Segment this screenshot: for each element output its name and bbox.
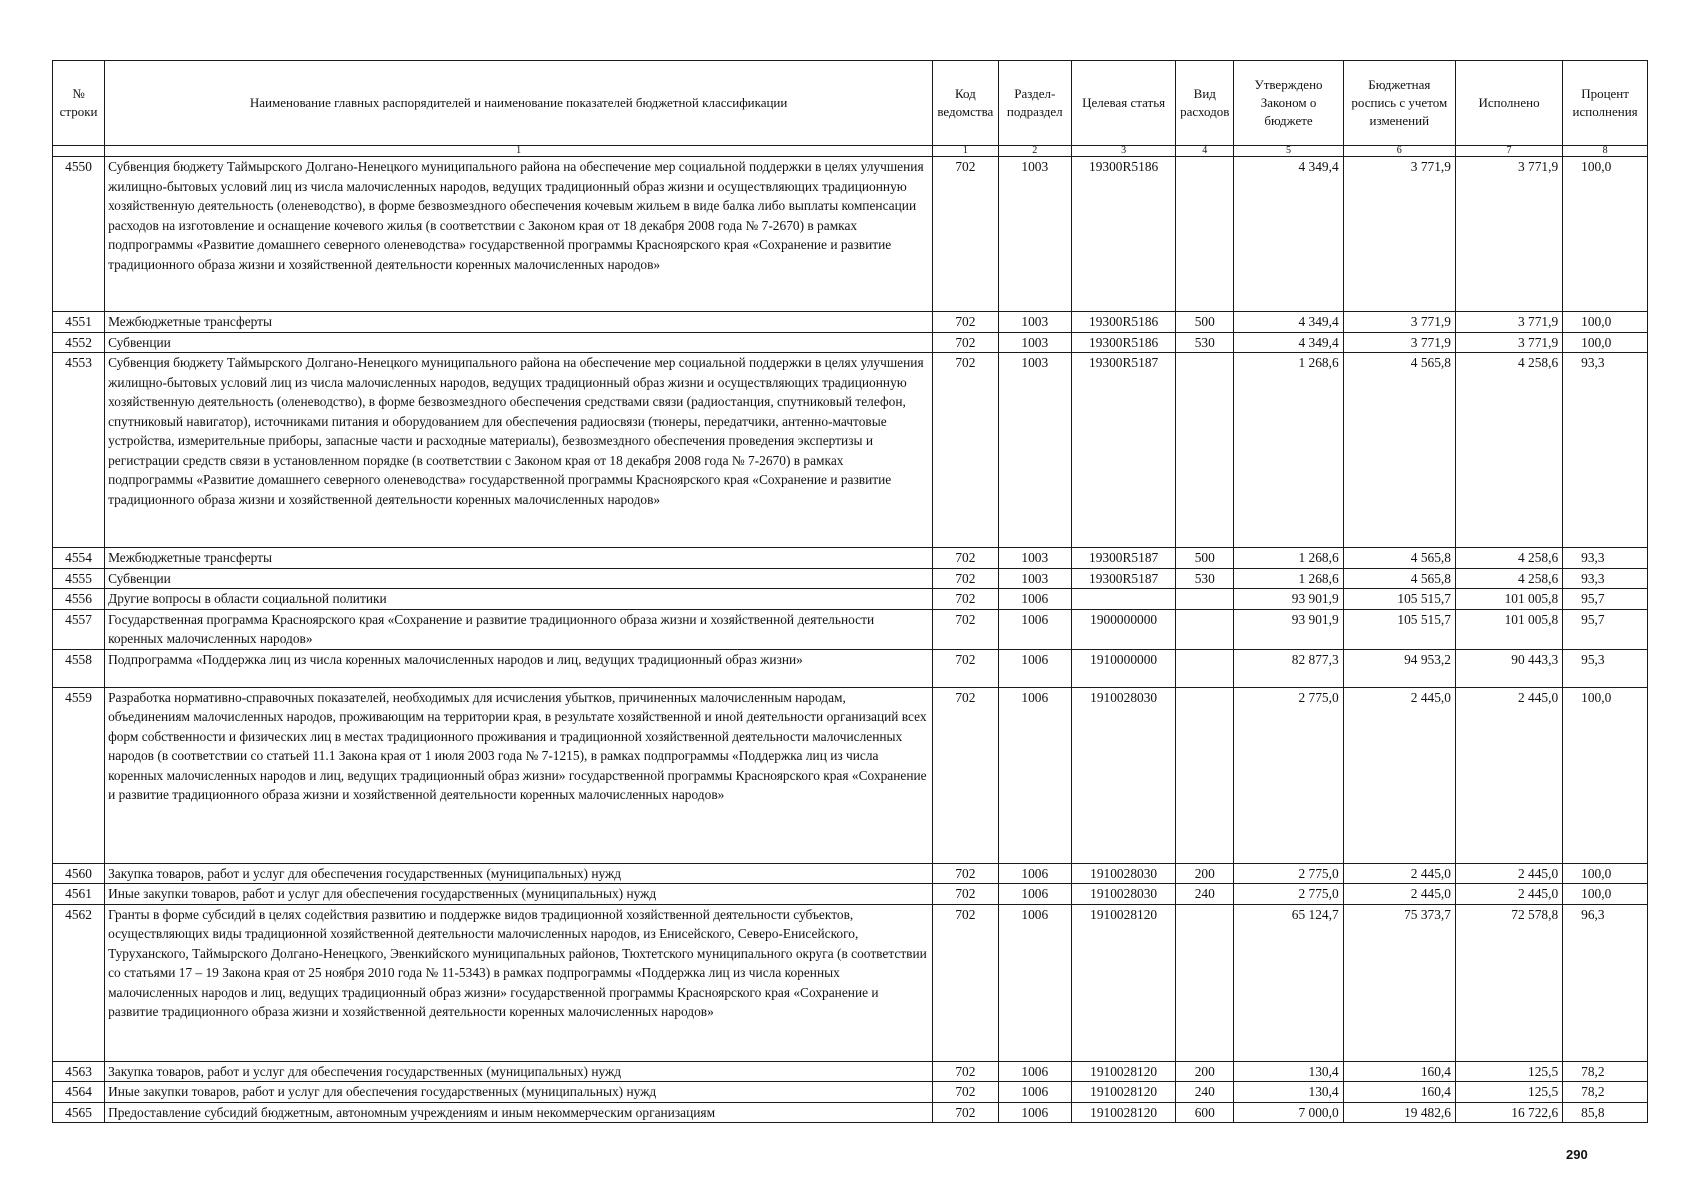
row-section: 1006 bbox=[998, 687, 1072, 863]
column-number: 4 bbox=[1176, 146, 1234, 157]
row-expense-type bbox=[1176, 687, 1234, 863]
row-name: Гранты в форме субсидий в целях содействия развитию и поддержке видов традиционной хозяйственной деятельности субъектов, осуществляющих виды традиционной хозяйственной деятельности малочисленных народов, из Енисейского, Северо-Енисейского, Туруханского, Таймырского Долгано-Ненецкого, Эвенкийского муниципальных районов, Тюхтетского муниципального округа (в соответствии со статьями 17 – 19 Закона края от 25 ноября 2010 года № 11-5343) в рамках подпрограммы «Поддержка лиц из числа коренных малочисленных народов и лиц, ведущих традиционный образ жизни» государственной программы Красноярского края «Сохранение и развитие традиционного образа жизни и хозяйственной деятельности коренных малочисленных народов» bbox=[105, 904, 933, 1061]
table-row bbox=[53, 332, 1648, 353]
row-section: 1006 bbox=[998, 863, 1072, 884]
row-dept-code: 702 bbox=[933, 589, 998, 610]
column-number: 5 bbox=[1234, 146, 1343, 157]
row-dept-code: 702 bbox=[933, 687, 998, 863]
row-expense-type bbox=[1176, 904, 1234, 1061]
row-name: Субвенции bbox=[105, 332, 933, 353]
row-name: Субвенция бюджету Таймырского Долгано-Ненецкого муниципального района на обеспечение мер социальной поддержки в целях улучшения жилищно-бытовых условий лиц из числа малочисленных народов, ведущих традиционный образ жизни и осуществляющих традиционную хозяйственную деятельность (оленеводство), в форме безвозмездного обеспечения средствами связи (радиостанция, спутниковый телефон, спутниковый навигатор), источниками питания и оборудованием для обеспечения радиосвязи (тюнеры, передатчики, антенно-мачтовые устройства, измерительные приборы, запасные части и расходные материалы), безвозмездного обеспечения проведения экспертизы и регистрации средств связи в установленном порядке (в соответствии с Законом края от 18 декабря 2008 года № 7-2670) в рамках подпрограммы «Развитие домашнего северного оленеводства» государственной программы Красноярского края «Сохранение и развитие традиционного образа жизни и хозяйственной деятельности коренных малочисленных народов» bbox=[105, 353, 933, 548]
row-target: 1910028120 bbox=[1072, 904, 1176, 1061]
row-dept-code: 702 bbox=[933, 568, 998, 589]
row-number: 4562 bbox=[53, 904, 105, 1061]
header-dept-code: Код ведомства bbox=[933, 61, 998, 146]
row-target bbox=[1072, 589, 1176, 610]
row-expense-type: 200 bbox=[1176, 1061, 1234, 1082]
row-percent: 100,0 bbox=[1563, 884, 1648, 905]
column-number: 2 bbox=[998, 146, 1072, 157]
row-expense-type: 240 bbox=[1176, 884, 1234, 905]
row-approved: 2 775,0 bbox=[1234, 687, 1343, 863]
row-percent: 100,0 bbox=[1563, 863, 1648, 884]
row-approved: 93 901,9 bbox=[1234, 589, 1343, 610]
header-section: Раздел-подраздел bbox=[998, 61, 1072, 146]
row-budget-list: 94 953,2 bbox=[1343, 649, 1455, 687]
row-dept-code: 702 bbox=[933, 332, 998, 353]
row-approved: 7 000,0 bbox=[1234, 1102, 1343, 1123]
row-target: 19300R5187 bbox=[1072, 548, 1176, 569]
row-number: 4565 bbox=[53, 1102, 105, 1123]
row-target: 1910028030 bbox=[1072, 884, 1176, 905]
row-executed: 101 005,8 bbox=[1455, 609, 1562, 649]
row-approved: 4 349,4 bbox=[1234, 332, 1343, 353]
row-target: 1910028120 bbox=[1072, 1102, 1176, 1123]
row-percent: 100,0 bbox=[1563, 157, 1648, 312]
row-section: 1006 bbox=[998, 884, 1072, 905]
row-name: Субвенции bbox=[105, 568, 933, 589]
row-percent: 95,3 bbox=[1563, 649, 1648, 687]
table-row bbox=[53, 884, 1648, 905]
table-row bbox=[53, 904, 1648, 1061]
row-name: Иные закупки товаров, работ и услуг для обеспечения государственных (муниципальных) нужд bbox=[105, 884, 933, 905]
row-percent: 85,8 bbox=[1563, 1102, 1648, 1123]
row-section: 1006 bbox=[998, 609, 1072, 649]
row-number: 4560 bbox=[53, 863, 105, 884]
row-dept-code: 702 bbox=[933, 1082, 998, 1103]
row-expense-type: 500 bbox=[1176, 312, 1234, 333]
column-number: 7 bbox=[1455, 146, 1562, 157]
row-dept-code: 702 bbox=[933, 157, 998, 312]
row-number: 4556 bbox=[53, 589, 105, 610]
row-budget-list: 4 565,8 bbox=[1343, 548, 1455, 569]
row-section: 1006 bbox=[998, 1061, 1072, 1082]
row-percent: 100,0 bbox=[1563, 312, 1648, 333]
row-section: 1006 bbox=[998, 904, 1072, 1061]
row-approved: 2 775,0 bbox=[1234, 884, 1343, 905]
row-executed: 72 578,8 bbox=[1455, 904, 1562, 1061]
header-row-no: № строки bbox=[53, 61, 105, 146]
table-row bbox=[53, 568, 1648, 589]
row-executed: 16 722,6 bbox=[1455, 1102, 1562, 1123]
row-target: 19300R5187 bbox=[1072, 353, 1176, 548]
row-percent: 95,7 bbox=[1563, 589, 1648, 610]
row-executed: 90 443,3 bbox=[1455, 649, 1562, 687]
row-number: 4550 bbox=[53, 157, 105, 312]
row-approved: 2 775,0 bbox=[1234, 863, 1343, 884]
row-name: Другие вопросы в области социальной политики bbox=[105, 589, 933, 610]
header-expense-type: Вид расходов bbox=[1176, 61, 1234, 146]
row-expense-type: 530 bbox=[1176, 568, 1234, 589]
row-approved: 130,4 bbox=[1234, 1082, 1343, 1103]
row-executed: 4 258,6 bbox=[1455, 568, 1562, 589]
row-percent: 93,3 bbox=[1563, 353, 1648, 548]
row-budget-list: 4 565,8 bbox=[1343, 353, 1455, 548]
header-percent: Процент исполнения bbox=[1563, 61, 1648, 146]
column-number: 1 bbox=[933, 146, 998, 157]
page-number: 290 bbox=[1566, 1147, 1588, 1162]
row-dept-code: 702 bbox=[933, 884, 998, 905]
row-budget-list: 105 515,7 bbox=[1343, 609, 1455, 649]
table-row bbox=[53, 687, 1648, 863]
row-executed: 2 445,0 bbox=[1455, 687, 1562, 863]
row-target: 1910028120 bbox=[1072, 1082, 1176, 1103]
row-dept-code: 702 bbox=[933, 548, 998, 569]
header-name: Наименование главных распорядителей и наименование показателей бюджетной классификации bbox=[105, 61, 933, 146]
column-number: 6 bbox=[1343, 146, 1455, 157]
header-target: Целевая статья bbox=[1072, 61, 1176, 146]
row-budget-list: 160,4 bbox=[1343, 1082, 1455, 1103]
row-section: 1006 bbox=[998, 1102, 1072, 1123]
row-expense-type: 530 bbox=[1176, 332, 1234, 353]
table-row bbox=[53, 548, 1648, 569]
row-budget-list: 3 771,9 bbox=[1343, 312, 1455, 333]
row-approved: 65 124,7 bbox=[1234, 904, 1343, 1061]
row-number: 4559 bbox=[53, 687, 105, 863]
table-row bbox=[53, 1082, 1648, 1103]
row-dept-code: 702 bbox=[933, 353, 998, 548]
row-percent: 100,0 bbox=[1563, 332, 1648, 353]
row-executed: 4 258,6 bbox=[1455, 353, 1562, 548]
row-number: 4563 bbox=[53, 1061, 105, 1082]
column-number: 8 bbox=[1563, 146, 1648, 157]
row-percent: 93,3 bbox=[1563, 568, 1648, 589]
row-budget-list: 105 515,7 bbox=[1343, 589, 1455, 610]
row-budget-list: 2 445,0 bbox=[1343, 884, 1455, 905]
row-number: 4564 bbox=[53, 1082, 105, 1103]
table-row bbox=[53, 1061, 1648, 1082]
row-dept-code: 702 bbox=[933, 312, 998, 333]
row-percent: 96,3 bbox=[1563, 904, 1648, 1061]
row-approved: 1 268,6 bbox=[1234, 548, 1343, 569]
column-number bbox=[53, 146, 105, 157]
row-approved: 82 877,3 bbox=[1234, 649, 1343, 687]
row-dept-code: 702 bbox=[933, 649, 998, 687]
row-budget-list: 19 482,6 bbox=[1343, 1102, 1455, 1123]
row-number: 4557 bbox=[53, 609, 105, 649]
row-section: 1003 bbox=[998, 312, 1072, 333]
row-name: Подпрограмма «Поддержка лиц из числа коренных малочисленных народов и лиц, ведущих традиционный образ жизни» bbox=[105, 649, 933, 687]
row-executed: 2 445,0 bbox=[1455, 884, 1562, 905]
header-row bbox=[53, 61, 1648, 146]
column-number-row bbox=[53, 146, 1648, 157]
row-executed: 101 005,8 bbox=[1455, 589, 1562, 610]
row-executed: 125,5 bbox=[1455, 1082, 1562, 1103]
table-row bbox=[53, 157, 1648, 312]
table-row bbox=[53, 863, 1648, 884]
row-approved: 1 268,6 bbox=[1234, 353, 1343, 548]
row-section: 1006 bbox=[998, 649, 1072, 687]
row-expense-type bbox=[1176, 609, 1234, 649]
row-section: 1003 bbox=[998, 157, 1072, 312]
table-row bbox=[53, 589, 1648, 610]
row-expense-type: 600 bbox=[1176, 1102, 1234, 1123]
column-number: 1 bbox=[105, 146, 933, 157]
header-executed: Исполнено bbox=[1455, 61, 1562, 146]
row-percent: 78,2 bbox=[1563, 1061, 1648, 1082]
row-budget-list: 3 771,9 bbox=[1343, 332, 1455, 353]
row-executed: 3 771,9 bbox=[1455, 312, 1562, 333]
row-name: Закупка товаров, работ и услуг для обеспечения государственных (муниципальных) нужд bbox=[105, 863, 933, 884]
row-executed: 125,5 bbox=[1455, 1061, 1562, 1082]
row-budget-list: 3 771,9 bbox=[1343, 157, 1455, 312]
row-number: 4553 bbox=[53, 353, 105, 548]
row-name: Межбюджетные трансферты bbox=[105, 312, 933, 333]
table-row bbox=[53, 609, 1648, 649]
row-name: Субвенция бюджету Таймырского Долгано-Ненецкого муниципального района на обеспечение мер социальной поддержки в целях улучшения жилищно-бытовых условий лиц из числа малочисленных народов, ведущих традиционный образ жизни и осуществляющих традиционную хозяйственную деятельность (оленеводство), в форме безвозмездного обеспечения кочевым жильем в виде балка либо выплаты компенсации расходов на изготовление и оснащение кочевого жилья (в соответствии с Законом края от 18 декабря 2008 года № 7-2670) в рамках подпрограммы «Развитие домашнего северного оленеводства» государственной программы Красноярского края «Сохранение и развитие традиционного образа жизни и хозяйственной деятельности коренных малочисленных народов» bbox=[105, 157, 933, 312]
row-budget-list: 75 373,7 bbox=[1343, 904, 1455, 1061]
row-section: 1003 bbox=[998, 353, 1072, 548]
row-dept-code: 702 bbox=[933, 609, 998, 649]
row-name: Иные закупки товаров, работ и услуг для обеспечения государственных (муниципальных) нужд bbox=[105, 1082, 933, 1103]
header-budget-list: Бюджетная роспись с учетом изменений bbox=[1343, 61, 1455, 146]
row-number: 4551 bbox=[53, 312, 105, 333]
column-number: 3 bbox=[1072, 146, 1176, 157]
budget-execution-table bbox=[52, 60, 1648, 1123]
row-target: 1910028030 bbox=[1072, 863, 1176, 884]
row-number: 4555 bbox=[53, 568, 105, 589]
row-target: 19300R5187 bbox=[1072, 568, 1176, 589]
row-target: 1910028120 bbox=[1072, 1061, 1176, 1082]
row-target: 19300R5186 bbox=[1072, 332, 1176, 353]
row-section: 1003 bbox=[998, 548, 1072, 569]
row-dept-code: 702 bbox=[933, 1061, 998, 1082]
row-dept-code: 702 bbox=[933, 863, 998, 884]
row-number: 4554 bbox=[53, 548, 105, 569]
row-target: 1910000000 bbox=[1072, 649, 1176, 687]
table-row bbox=[53, 312, 1648, 333]
row-section: 1003 bbox=[998, 568, 1072, 589]
row-dept-code: 702 bbox=[933, 1102, 998, 1123]
row-name: Предоставление субсидий бюджетным, автономным учреждениям и иным некоммерческим организациям bbox=[105, 1102, 933, 1123]
row-approved: 4 349,4 bbox=[1234, 312, 1343, 333]
row-name: Разработка нормативно-справочных показателей, необходимых для исчисления убытков, причиненных малочисленным народам, объединениям малочисленных народов, проживающим на территории края, в результате хозяйственной и иной деятельности организаций всех форм собственности и физических лиц в местах традиционного проживания и традиционной хозяйственной деятельности малочисленных народов (в соответствии со статьей 11.1 Закона края от 1 июля 2003 года № 7-1215), в рамках подпрограммы «Поддержка лиц из числа коренных малочисленных народов и лиц, ведущих традиционный образ жизни» государственной программы Красноярского края «Сохранение и развитие традиционного образа жизни и хозяйственной деятельности коренных малочисленных народов» bbox=[105, 687, 933, 863]
row-approved: 93 901,9 bbox=[1234, 609, 1343, 649]
row-approved: 1 268,6 bbox=[1234, 568, 1343, 589]
row-percent: 93,3 bbox=[1563, 548, 1648, 569]
row-budget-list: 160,4 bbox=[1343, 1061, 1455, 1082]
row-name: Межбюджетные трансферты bbox=[105, 548, 933, 569]
row-expense-type: 240 bbox=[1176, 1082, 1234, 1103]
row-number: 4552 bbox=[53, 332, 105, 353]
budget-table-sheet bbox=[52, 60, 1648, 1123]
row-executed: 4 258,6 bbox=[1455, 548, 1562, 569]
row-section: 1006 bbox=[998, 589, 1072, 610]
table-body bbox=[53, 157, 1648, 1123]
row-expense-type bbox=[1176, 353, 1234, 548]
row-budget-list: 2 445,0 bbox=[1343, 863, 1455, 884]
row-number: 4558 bbox=[53, 649, 105, 687]
row-number: 4561 bbox=[53, 884, 105, 905]
header-approved: Утверждено Законом о бюджете bbox=[1234, 61, 1343, 146]
row-section: 1006 bbox=[998, 1082, 1072, 1103]
row-approved: 4 349,4 bbox=[1234, 157, 1343, 312]
row-budget-list: 2 445,0 bbox=[1343, 687, 1455, 863]
row-budget-list: 4 565,8 bbox=[1343, 568, 1455, 589]
row-percent: 100,0 bbox=[1563, 687, 1648, 863]
row-target: 1900000000 bbox=[1072, 609, 1176, 649]
row-name: Государственная программа Красноярского края «Сохранение и развитие традиционного образа жизни и хозяйственной деятельности коренных малочисленных народов» bbox=[105, 609, 933, 649]
row-section: 1003 bbox=[998, 332, 1072, 353]
row-approved: 130,4 bbox=[1234, 1061, 1343, 1082]
row-expense-type bbox=[1176, 649, 1234, 687]
table-row bbox=[53, 1102, 1648, 1123]
table-row bbox=[53, 649, 1648, 687]
table-row bbox=[53, 353, 1648, 548]
row-name: Закупка товаров, работ и услуг для обеспечения государственных (муниципальных) нужд bbox=[105, 1061, 933, 1082]
row-target: 19300R5186 bbox=[1072, 157, 1176, 312]
row-executed: 2 445,0 bbox=[1455, 863, 1562, 884]
row-expense-type bbox=[1176, 589, 1234, 610]
row-executed: 3 771,9 bbox=[1455, 157, 1562, 312]
row-percent: 95,7 bbox=[1563, 609, 1648, 649]
row-target: 1910028030 bbox=[1072, 687, 1176, 863]
row-expense-type: 500 bbox=[1176, 548, 1234, 569]
row-percent: 78,2 bbox=[1563, 1082, 1648, 1103]
row-expense-type: 200 bbox=[1176, 863, 1234, 884]
row-target: 19300R5186 bbox=[1072, 312, 1176, 333]
row-dept-code: 702 bbox=[933, 904, 998, 1061]
row-expense-type bbox=[1176, 157, 1234, 312]
row-executed: 3 771,9 bbox=[1455, 332, 1562, 353]
